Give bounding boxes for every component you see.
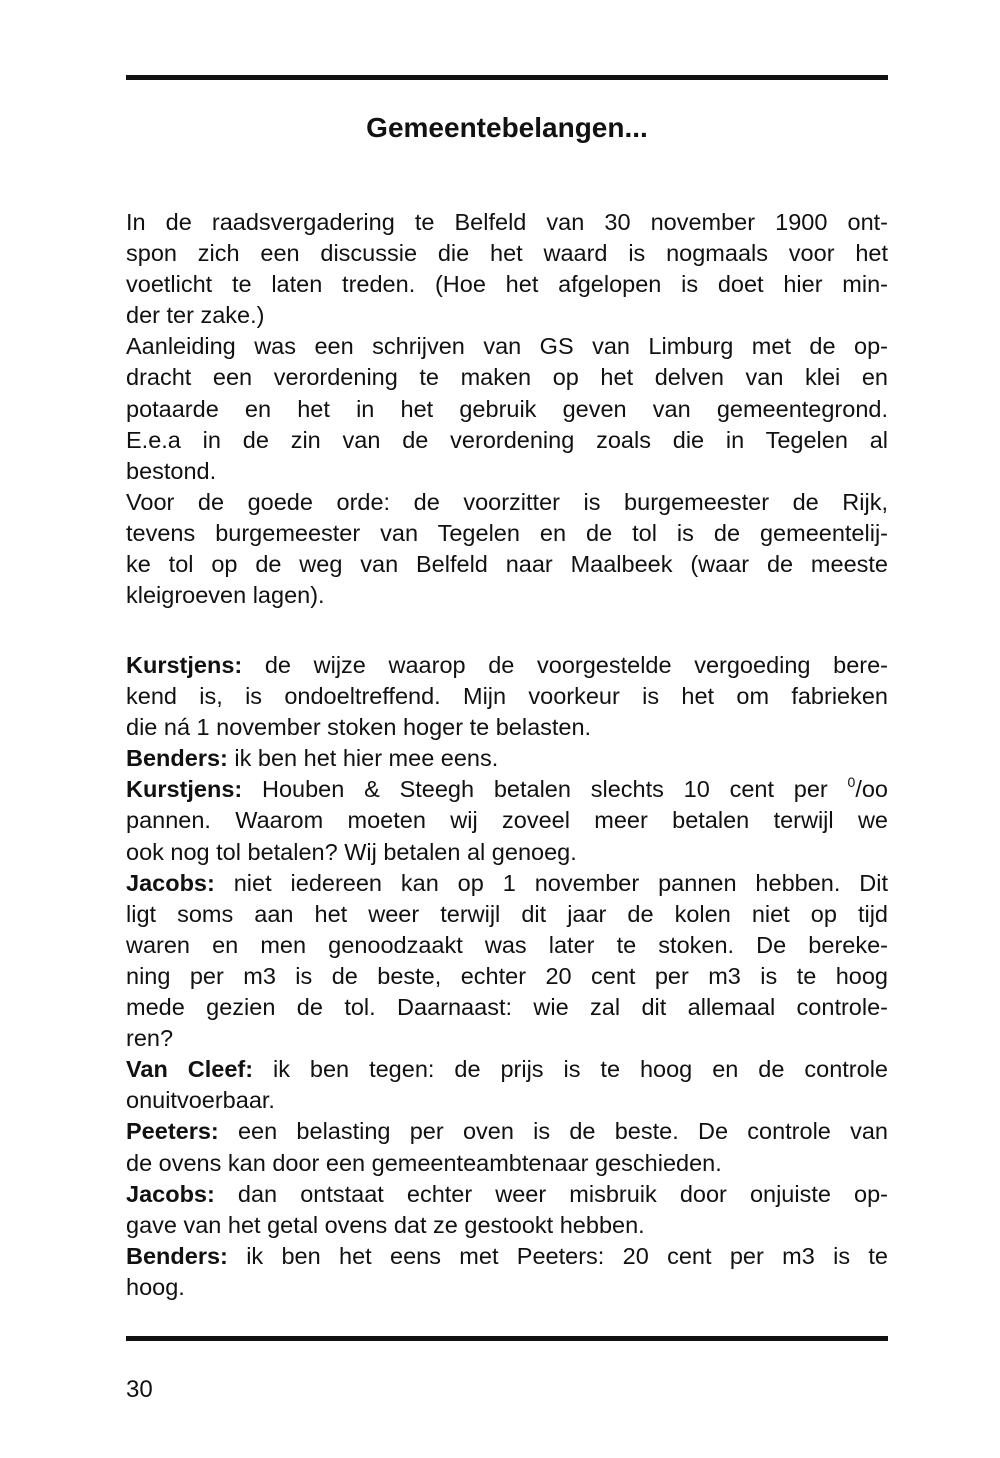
speaker-name: Kurstjens:	[126, 652, 243, 678]
text-line: ke tol op de weg van Belfeld naar Maalbeek (waar de meeste	[126, 551, 888, 578]
text-line	[126, 650, 888, 681]
speech-text: ik ben het eens met Peeters: 20 cent per m3 is te	[227, 1242, 888, 1269]
text-line: kleigroeven lagen).	[126, 582, 325, 609]
speech-text: dan ontstaat echter weer misbruik door onjuiste op-	[214, 1180, 888, 1207]
permille-superscript: 0	[847, 774, 856, 791]
text-line	[126, 774, 888, 805]
page-number: 30	[126, 1376, 153, 1403]
text-line: Voor de goede orde: de voorzitter is burgemeester de Rijk,	[126, 488, 888, 515]
text-line: bestond.	[126, 457, 217, 484]
text-line: dracht een verordening te maken op het delven van klei en	[126, 364, 888, 391]
text-line: gave van het getal ovens dat ze gestookt hebben.	[126, 1211, 645, 1238]
text-line: mede gezien de tol. Daarnaast: wie zal dit allemaal controle-	[126, 994, 888, 1021]
text-line: In de raadsvergadering te Belfeld van 30 november 1900 ont-	[126, 209, 888, 235]
debate-paragraph	[126, 650, 888, 1303]
page-title: Gemeentebelangen...	[366, 112, 648, 143]
text-line	[126, 1116, 888, 1147]
text-line	[126, 1241, 888, 1272]
text-line: spon zich een discussie die het waard is nogmaals voor het	[126, 240, 888, 267]
text-line	[126, 743, 888, 774]
text-line: E.e.a in de zin van de verordening zoals die in Tegelen al	[126, 426, 888, 453]
text-line: waren en men genoodzaakt was later te stoken. De bereke-	[126, 931, 888, 958]
text-line	[126, 1054, 888, 1085]
text-line: pannen. Waarom moeten wij zoveel meer betalen terwijl we	[126, 807, 888, 834]
speaker-name: Van Cleef:	[126, 1056, 254, 1083]
text-line: Aanleiding was een schrijven van GS van Limburg met de op-	[126, 333, 888, 360]
text-line: voetlicht te laten treden. (Hoe het afgelopen is doet hier min-	[126, 271, 888, 298]
speech-text: Houben & Steegh betalen slechts 10 cent per	[242, 776, 848, 803]
text-line: der ter zake.)	[126, 302, 265, 329]
speaker-name: Benders:	[126, 1242, 228, 1269]
speaker-name: Jacobs:	[126, 1180, 215, 1207]
bottom-rule	[126, 1336, 888, 1341]
text-line: hoog.	[126, 1273, 185, 1300]
speaker-name: Peeters:	[126, 1118, 219, 1145]
speech-text: niet iedereen kan op 1 november pannen hebben. Dit	[214, 869, 888, 896]
speech-text: ik ben het hier mee eens.	[227, 745, 499, 772]
speaker-name: Kurstjens:	[126, 776, 243, 803]
text-line: die ná 1 november stoken hoger te belasten.	[126, 714, 592, 741]
text-line: ren?	[126, 1025, 174, 1052]
text-line	[126, 1179, 888, 1210]
speech-text: een belasting per oven is de beste. De controle van	[218, 1118, 888, 1145]
text-line: potaarde en het in het gebruik geven van gemeentegrond.	[126, 395, 888, 422]
speaker-name: Jacobs:	[126, 869, 215, 896]
top-rule	[126, 75, 888, 80]
text-line: de ovens kan door een gemeenteambtenaar geschieden.	[126, 1149, 722, 1176]
text-line: onuitvoerbaar.	[126, 1087, 275, 1114]
speech-text: ik ben tegen: de prijs is te hoog en de controle	[253, 1056, 888, 1083]
text-line	[126, 868, 888, 899]
speaker-name: Benders:	[126, 745, 228, 772]
text-line: ook nog tol betalen? Wij betalen al genoeg.	[126, 838, 577, 865]
permille-suffix: /oo	[855, 776, 888, 803]
text-line: kend is, is ondoeltreffend. Mijn voorkeur is het om fabrieken	[126, 683, 888, 710]
intro-paragraph	[126, 207, 888, 611]
text-line: ligt soms aan het weer terwijl dit jaar de kolen niet op tijd	[126, 900, 888, 927]
speech-text: de wijze waarop de voorgestelde vergoeding bere-	[242, 652, 888, 678]
text-line: tevens burgemeester van Tegelen en de tol is de gemeentelij-	[126, 519, 888, 546]
text-line: ning per m3 is de beste, echter 20 cent per m3 is te hoog	[126, 962, 888, 989]
